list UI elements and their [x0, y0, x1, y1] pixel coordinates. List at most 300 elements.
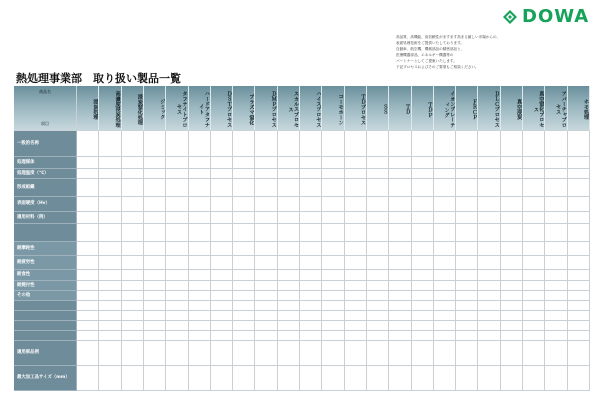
- rating-cell: [412, 281, 434, 291]
- rating-cell: [211, 270, 233, 281]
- table-cell: [77, 311, 99, 321]
- table-cell: [345, 366, 367, 391]
- table-cell: [144, 212, 166, 224]
- table-cell: [211, 301, 233, 311]
- rating-cell: [478, 281, 500, 291]
- rating-cell: [545, 242, 567, 256]
- table-cell: [478, 341, 500, 366]
- rating-cell: [478, 270, 500, 281]
- rating-cell: [389, 281, 411, 291]
- corner-bottom: 項目: [41, 121, 49, 126]
- table-cell: [545, 301, 567, 311]
- rating-cell: [233, 270, 255, 281]
- table-cell: [389, 212, 411, 224]
- table-cell: [233, 331, 255, 341]
- table-cell: [501, 341, 523, 366]
- table-cell: [99, 131, 121, 157]
- rating-cell: [456, 256, 478, 270]
- table-cell: [144, 179, 166, 197]
- table-cell: [322, 212, 344, 224]
- table-cell: [278, 157, 300, 169]
- rating-cell: [434, 256, 456, 270]
- table-cell: [568, 331, 590, 341]
- table-cell: [389, 224, 411, 242]
- table-cell: [189, 157, 211, 169]
- rating-cell: [278, 291, 300, 301]
- table-cell: [523, 157, 545, 169]
- column-header: タフナイトプロセス: [166, 86, 188, 131]
- table-cell: [233, 131, 255, 157]
- table-cell: [412, 366, 434, 391]
- table-cell: [255, 301, 277, 311]
- table-cell: [122, 341, 144, 366]
- row-label: 適用材料（例）: [14, 212, 77, 224]
- table-cell: [345, 131, 367, 157]
- table-cell: [211, 197, 233, 212]
- rating-cell: [345, 242, 367, 256]
- rating-cell: [77, 281, 99, 291]
- table-cell: [189, 212, 211, 224]
- table-cell: [278, 331, 300, 341]
- table-cell: [434, 366, 456, 391]
- table-cell: [501, 212, 523, 224]
- row-label: 表面硬度（Hv）: [14, 197, 77, 212]
- table-cell: [122, 157, 144, 169]
- table-cell: [77, 224, 99, 242]
- rating-cell: [568, 270, 590, 281]
- table-cell: [122, 301, 144, 311]
- table-cell: [77, 169, 99, 179]
- intro-line: パートナーとしてご提案いたします。: [396, 59, 457, 63]
- table-cell: [345, 321, 367, 331]
- rating-cell: [501, 242, 523, 256]
- rating-cell: [434, 270, 456, 281]
- table-cell: [255, 311, 277, 321]
- table-cell: [523, 321, 545, 331]
- table-cell: [278, 301, 300, 311]
- table-cell: [77, 366, 99, 391]
- rating-cell: [233, 256, 255, 270]
- row-label: 処理媒体: [14, 157, 77, 169]
- column-header: ＴＤ: [389, 86, 411, 131]
- table-cell: [300, 179, 322, 197]
- rating-cell: [545, 270, 567, 281]
- table-cell: [99, 366, 121, 391]
- rating-cell: [144, 270, 166, 281]
- table-cell: [255, 321, 277, 331]
- table-cell: [300, 311, 322, 321]
- table-cell: [233, 169, 255, 179]
- column-header: ＦＲＣＰ: [456, 86, 478, 131]
- table-cell: [211, 179, 233, 197]
- table-cell: [166, 311, 188, 321]
- table-cell: [501, 366, 523, 391]
- row-label: 耐疲労性: [14, 256, 77, 270]
- table-cell: [367, 212, 389, 224]
- table-cell: [501, 131, 523, 157]
- table-cell: [367, 331, 389, 341]
- table-cell: [189, 311, 211, 321]
- table-cell: [568, 301, 590, 311]
- rating-cell: [189, 291, 211, 301]
- rating-cell: [568, 291, 590, 301]
- table-cell: [367, 341, 389, 366]
- table-cell: [568, 311, 590, 321]
- table-cell: [144, 311, 166, 321]
- rating-cell: [322, 270, 344, 281]
- table-cell: [189, 321, 211, 331]
- table-cell: [568, 341, 590, 366]
- table-cell: [478, 169, 500, 179]
- table-cell: [501, 197, 523, 212]
- rating-cell: [278, 242, 300, 256]
- table-cell: [545, 157, 567, 169]
- table-cell: [523, 169, 545, 179]
- table-cell: [501, 321, 523, 331]
- row-label-spacer: [14, 301, 77, 311]
- rating-cell: [345, 256, 367, 270]
- intro-line: 自動車、航空機、機械部品の精密部品と、: [396, 47, 465, 51]
- table-cell: [412, 301, 434, 311]
- intro-line: 高品質、高機能、高信頼性がますます高まる厳しい市場からの、: [396, 35, 501, 39]
- rating-cell: [189, 270, 211, 281]
- rating-cell: [99, 256, 121, 270]
- table-cell: [456, 169, 478, 179]
- rating-cell: [367, 270, 389, 281]
- rating-cell: [322, 291, 344, 301]
- table-cell: [166, 131, 188, 157]
- table-cell: [122, 131, 144, 157]
- row-label: 耐摩耗性: [14, 242, 77, 256]
- table-cell: [456, 321, 478, 331]
- table-cell: [478, 212, 500, 224]
- table-cell: [389, 311, 411, 321]
- column-header: コーモホーン: [322, 86, 344, 131]
- rating-cell: [456, 270, 478, 281]
- rating-cell: [501, 291, 523, 301]
- table-cell: [478, 321, 500, 331]
- table-cell: [233, 224, 255, 242]
- rating-cell: [545, 256, 567, 270]
- table-cell: [478, 311, 500, 321]
- table-cell: [300, 341, 322, 366]
- rating-cell: [122, 270, 144, 281]
- table-cell: [322, 131, 344, 157]
- table-cell: [456, 179, 478, 197]
- table-corner: [14, 86, 77, 131]
- rating-cell: [434, 291, 456, 301]
- table-cell: [345, 212, 367, 224]
- table-cell: [434, 311, 456, 321]
- table-cell: [412, 131, 434, 157]
- table-cell: [166, 366, 188, 391]
- table-cell: [99, 311, 121, 321]
- column-header: プラズマ窒化: [233, 86, 255, 131]
- table-cell: [501, 169, 523, 179]
- row-label-spacer: [14, 311, 77, 321]
- table-cell: [523, 331, 545, 341]
- table-cell: [211, 331, 233, 341]
- rating-cell: [255, 256, 277, 270]
- table-cell: [412, 311, 434, 321]
- table-cell: [389, 157, 411, 169]
- table-cell: [278, 212, 300, 224]
- intro-line: 医療機器部品、エネルギー機器等の: [396, 53, 454, 57]
- rating-cell: [568, 256, 590, 270]
- table-cell: [211, 341, 233, 366]
- rating-cell: [300, 291, 322, 301]
- rating-cell: [122, 242, 144, 256]
- table-cell: [367, 157, 389, 169]
- rating-cell: [211, 281, 233, 291]
- table-cell: [367, 179, 389, 197]
- table-cell: [545, 341, 567, 366]
- rating-cell: [389, 291, 411, 301]
- rating-cell: [322, 256, 344, 270]
- intro-line: 表面処理技術をご提供いたしております。: [396, 41, 464, 45]
- column-header: ハードアタフナイト: [189, 86, 211, 131]
- rating-cell: [144, 256, 166, 270]
- table-cell: [77, 301, 99, 311]
- column-header: ジミック: [144, 86, 166, 131]
- table-cell: [99, 341, 121, 366]
- rating-cell: [501, 256, 523, 270]
- table-cell: [211, 169, 233, 179]
- table-cell: [456, 341, 478, 366]
- rating-cell: [523, 291, 545, 301]
- rating-cell: [189, 281, 211, 291]
- table-cell: [568, 157, 590, 169]
- rating-cell: [211, 256, 233, 270]
- rating-cell: [255, 291, 277, 301]
- rating-cell: [99, 270, 121, 281]
- rating-cell: [478, 291, 500, 301]
- rating-cell: [412, 270, 434, 281]
- rating-cell: [434, 281, 456, 291]
- rating-cell: [501, 281, 523, 291]
- table-cell: [434, 224, 456, 242]
- table-cell: [99, 169, 121, 179]
- table-cell: [367, 301, 389, 311]
- table-cell: [233, 321, 255, 331]
- table-cell: [545, 212, 567, 224]
- table-cell: [456, 212, 478, 224]
- table-cell: [122, 212, 144, 224]
- table-cell: [255, 197, 277, 212]
- table-cell: [189, 131, 211, 157]
- table-cell: [389, 321, 411, 331]
- table-cell: [545, 331, 567, 341]
- rating-cell: [367, 281, 389, 291]
- table-cell: [456, 331, 478, 341]
- table-cell: [523, 311, 545, 321]
- rating-cell: [412, 291, 434, 301]
- rating-cell: [345, 270, 367, 281]
- rating-cell: [412, 256, 434, 270]
- table-cell: [255, 341, 277, 366]
- column-header: イオンプレーティング: [434, 86, 456, 131]
- row-label: 耐焼付性: [14, 281, 77, 291]
- table-cell: [434, 331, 456, 341]
- column-header: スカルスプロセス: [278, 86, 300, 131]
- rating-cell: [77, 291, 99, 301]
- table-cell: [255, 179, 277, 197]
- row-label: 耐食性: [14, 270, 77, 281]
- rating-cell: [255, 242, 277, 256]
- table-cell: [166, 224, 188, 242]
- table-cell: [568, 197, 590, 212]
- table-cell: [233, 157, 255, 169]
- table-cell: [255, 331, 277, 341]
- rating-cell: [99, 291, 121, 301]
- table-cell: [144, 366, 166, 391]
- rating-cell: [568, 242, 590, 256]
- table-cell: [77, 341, 99, 366]
- table-cell: [300, 366, 322, 391]
- table-cell: [166, 341, 188, 366]
- table-cell: [233, 366, 255, 391]
- rating-cell: [77, 242, 99, 256]
- table-cell: [523, 212, 545, 224]
- rating-cell: [367, 242, 389, 256]
- column-header: ＤＳＴプロセス: [211, 86, 233, 131]
- table-cell: [412, 224, 434, 242]
- table-cell: [545, 197, 567, 212]
- table-cell: [233, 197, 255, 212]
- table-cell: [300, 301, 322, 311]
- table-cell: [278, 179, 300, 197]
- rating-cell: [122, 281, 144, 291]
- table-cell: [166, 197, 188, 212]
- table-cell: [211, 311, 233, 321]
- table-cell: [367, 131, 389, 157]
- table-cell: [233, 341, 255, 366]
- table-cell: [523, 224, 545, 242]
- rating-cell: [278, 256, 300, 270]
- table-cell: [122, 197, 144, 212]
- rating-cell: [389, 242, 411, 256]
- rating-cell: [389, 256, 411, 270]
- rating-cell: [300, 281, 322, 291]
- table-cell: [367, 224, 389, 242]
- table-cell: [99, 212, 121, 224]
- table-cell: [322, 366, 344, 391]
- table-cell: [545, 224, 567, 242]
- table-cell: [300, 197, 322, 212]
- table-cell: [478, 366, 500, 391]
- page-title: 熱処理事業部 取り扱い製品一覧: [16, 72, 181, 85]
- table-cell: [568, 366, 590, 391]
- intro-text: [396, 34, 592, 70]
- table-cell: [434, 341, 456, 366]
- rating-cell: [456, 281, 478, 291]
- table-cell: [568, 321, 590, 331]
- table-cell: [255, 224, 277, 242]
- rating-cell: [367, 291, 389, 301]
- product-table: [14, 86, 590, 396]
- table-cell: [99, 224, 121, 242]
- rating-cell: [122, 256, 144, 270]
- row-label: その他: [14, 291, 77, 301]
- rating-cell: [456, 291, 478, 301]
- table-cell: [189, 366, 211, 391]
- rating-cell: [501, 270, 523, 281]
- column-header: 浸炭処理: [77, 86, 99, 131]
- rating-cell: [322, 242, 344, 256]
- table-cell: [434, 321, 456, 331]
- table-cell: [456, 131, 478, 157]
- table-cell: [545, 131, 567, 157]
- table-cell: [345, 341, 367, 366]
- table-cell: [501, 224, 523, 242]
- table-cell: [322, 197, 344, 212]
- table-cell: [99, 331, 121, 341]
- table-cell: [568, 179, 590, 197]
- dowa-logo-icon: [502, 9, 518, 25]
- table-cell: [300, 331, 322, 341]
- rating-cell: [77, 270, 99, 281]
- table-cell: [122, 366, 144, 391]
- table-cell: [211, 366, 233, 391]
- table-cell: [189, 179, 211, 197]
- column-header: ＳＳ: [367, 86, 389, 131]
- table-cell: [300, 169, 322, 179]
- rating-cell: [300, 256, 322, 270]
- dowa-logo: [502, 6, 589, 27]
- table-cell: [255, 169, 277, 179]
- rating-cell: [523, 242, 545, 256]
- column-header: ＴＤプロセス: [345, 86, 367, 131]
- table-cell: [122, 311, 144, 321]
- table-cell: [456, 224, 478, 242]
- table-cell: [255, 366, 277, 391]
- table-cell: [389, 179, 411, 197]
- rating-cell: [122, 291, 144, 301]
- table-cell: [434, 179, 456, 197]
- column-header: 浸炭窒化処理: [122, 86, 144, 131]
- rating-cell: [545, 281, 567, 291]
- table-cell: [478, 157, 500, 169]
- table-cell: [367, 169, 389, 179]
- column-header: ホモ処理: [568, 86, 590, 131]
- table-cell: [77, 179, 99, 197]
- table-cell: [389, 301, 411, 311]
- table-cell: [300, 212, 322, 224]
- table-cell: [545, 321, 567, 331]
- table-cell: [211, 321, 233, 331]
- table-cell: [122, 331, 144, 341]
- table-cell: [345, 224, 367, 242]
- column-header: 高濃度浸炭処理: [99, 86, 121, 131]
- rating-cell: [99, 242, 121, 256]
- table-cell: [211, 131, 233, 157]
- table-cell: [523, 179, 545, 197]
- table-cell: [322, 321, 344, 331]
- table-cell: [412, 169, 434, 179]
- table-cell: [189, 341, 211, 366]
- table-cell: [77, 321, 99, 331]
- rating-cell: [523, 281, 545, 291]
- table-cell: [434, 212, 456, 224]
- rating-cell: [545, 291, 567, 301]
- rating-cell: [211, 242, 233, 256]
- table-cell: [77, 331, 99, 341]
- table-cell: [144, 197, 166, 212]
- table-cell: [233, 179, 255, 197]
- table-cell: [501, 311, 523, 321]
- rating-cell: [233, 281, 255, 291]
- table-cell: [233, 212, 255, 224]
